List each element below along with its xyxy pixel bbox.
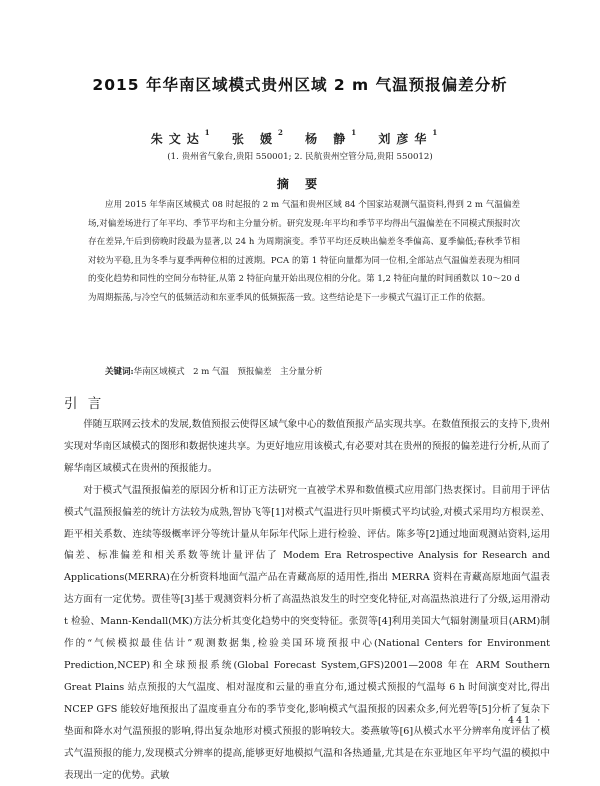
body-paragraph: 对于模式气温预报偏差的原因分析和订正方法研究一直被学术界和数值模式应用部门热衷探讨。目前用于评估模式气温预报偏差的统计方法较为成熟,智协飞等[1]对模式气温进行贝叶斯模式平均试验,对模式采用均方根误差、距平相关系数、连续等级概率评分等统计量从年际年代际上进行检验、评估。陈多等[2]通过地面观测站资料,运用偏差、标准偏差和相关系数等统计量评估了 Modem Era Retrospective Analysis for Research and Applications(MERRA)在分析资料地面气温产品在青藏高原的适用性,指出 MERRA 资料在青藏高原地面气温表达方面有一定优势。贾佳等[3]基于观测资料分析了高温热浪发生的时空变化特征,对高温热浪进行了分级,运用滑动 t 检验、Mann-Kendall(MK)方法分析其变化趋势中的突变特征。张贺等[4]利用美国大气辐射测量项目(ARM)制作的“气候模拟最佳估计”观测数据集,检验美国环境预报中心(National Centers for Environment Prediction,NCEP)和全球预报系统(Global Forecast System,GFS)2001—2008 年在 ARM Southern Great Plains 站点预报的大气温度、相对湿度和云量的垂直分布,通过模式预报的气温每 6 h 时间演变对比,得出 NCEP GFS 能较好地预报出了温度垂直分布的季节变化,影响模式气温预报的因素众多,何光碧等[5]分析了复杂下垫面和降水对气温预报的影响,得出复杂地形对模式预报的影响较大。娄燕敏等[6]从模式水平分辨率角度评估了模式气温预报的能力,发现模式分辨率的提高,能够更好地模拟气温和各热通量,尤其是在东亚地区年平均气温的模拟中表现出一定的优势。武敏 <box>64 484 550 781</box>
author-affil-mark: 1 <box>204 128 210 137</box>
author-affil-mark: 1 <box>351 128 357 137</box>
author-affil-mark: 1 <box>432 128 438 137</box>
keywords-line <box>88 365 520 379</box>
author-list <box>0 130 600 147</box>
author-name: 杨 静 <box>305 132 352 146</box>
paper-title: 2015 年华南区域模式贵州区域 2 m 气温预报偏差分析 <box>92 76 508 94</box>
section-heading: 引 言 <box>64 396 105 412</box>
body-text <box>64 414 550 786</box>
keywords-text: 华南区域模式 2 m 气温 预报偏差 主分量分析 <box>133 367 323 377</box>
author-name: 朱文达 <box>150 132 205 146</box>
body-paragraph: 伴随互联网云技术的发展,数值预报云使得区域气象中心的数值预报产品实现共享。在数值预报云的支持下,贵州实现对华南区域模式的图形和数据快速共享。为更好地应用该模式,有必要对其在贵州的预报的偏差进行分析,从而了解华南区域模式在贵州的预报能力。 <box>64 419 550 474</box>
keywords-label: 关键词: <box>105 367 134 377</box>
abstract-heading: 摘 要 <box>276 177 324 191</box>
author-name: 张 媛 <box>231 132 279 146</box>
page-number: · 441 · <box>498 715 543 726</box>
author-affil-mark: 2 <box>278 128 283 137</box>
abstract-text: 应用 2015 年华南区域模式 08 时起报的 2 m 气温和贵州区域 84 个国家站观测气温资料,得到 2 m 气温偏差场,对偏差场进行了年平均、季节平均和主分量分析。研究发现:年平均和季节平均得出气温偏差在不同模式预报时次存在差异,午后到傍晚时段最为显著,以 24 h 为周期演变。季节平均还反映出偏差冬季偏高、夏季偏低;春秋季节相对较为平稳,且为冬季与夏季两种位相的过渡期。PCA 的第 1 特征向量都为同一位相,全部站点气温偏差表现为相同的变化趋势和同性的空间分布特征,从第 2 特征向量开始出现位相的分化。第 1,2 特征向量的时间函数以 10～20 d 为周期振荡,与冷空气的低频活动和东亚季风的低频振荡一致。这些结论是下一步模式气温订正工作的依据。 <box>88 200 520 303</box>
affiliation: (1. 贵州省气象台,贵阳 550001; 2. 民航贵州空管分局,贵阳 550012) <box>167 152 433 162</box>
author-name: 刘彦华 <box>378 132 433 146</box>
